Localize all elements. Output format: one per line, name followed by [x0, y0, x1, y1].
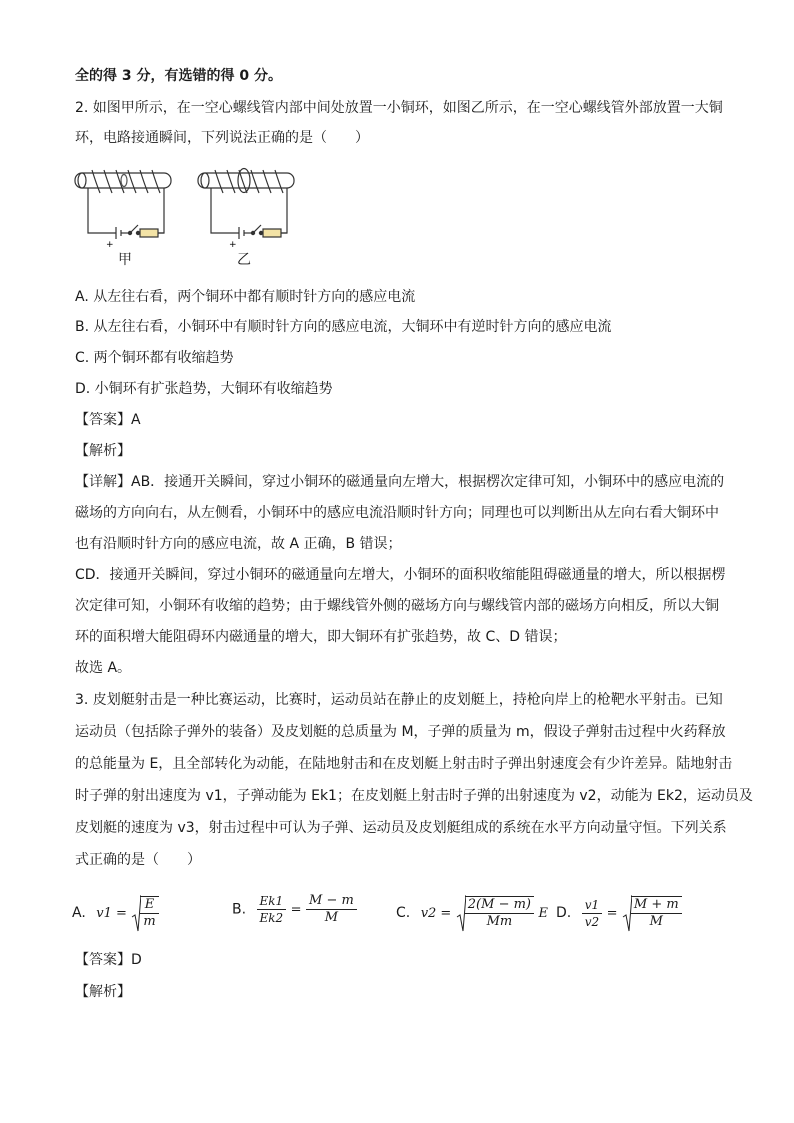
q3-option-b-left-numerator: Ek1 — [257, 893, 287, 910]
solenoid-circuit-figure — [72, 165, 312, 275]
detail-line-3: 也有沿顺时针方向的感应电流，故 A 正确，B 错误； — [75, 536, 402, 552]
q3-option-c-label: C. — [396, 905, 411, 921]
question-3-line-4: 时子弹的射出速度为 v1，子弹动能为 Ek1；在皮划艇上射击时子弹的出射速度为 v2，动能为 Ek2，运动员及 — [75, 788, 753, 804]
q3-option-a-label: A. — [72, 905, 86, 921]
detail-line-1: 【详解】AB．接通开关瞬间，穿过小铜环的磁通量向左增大，根据楞次定律可知，小铜环中的感应电流的 — [75, 474, 725, 490]
q3-option-c-numerator: 2(M − m) — [465, 897, 534, 914]
q3-option-b-left-denominator: Ek2 — [259, 911, 284, 925]
question-2-option-b: B. 从左往右看，小铜环中有顺时针方向的感应电流，大铜环中有逆时针方向的感应电流 — [75, 319, 612, 335]
q3-option-b-label: B. — [232, 901, 247, 918]
detail-line-4: CD．接通开关瞬间，穿过小铜环的磁通量向左增大，小铜环的面积收缩能阻碍磁通量的增大，所以根据楞 — [75, 567, 726, 583]
analysis-label-q3: 【解析】 — [75, 984, 131, 1000]
question-2-option-d: D. 小铜环有扩张趋势，大铜环有收缩趋势 — [75, 381, 333, 397]
q3-option-b-right-denominator: M — [324, 910, 339, 925]
analysis-label-q2: 【解析】 — [75, 443, 131, 459]
q3-option-a-numerator: E — [140, 897, 158, 914]
q3-option-b-right-numerator: M − m — [306, 893, 357, 910]
question-3-line-3: 的总能量为 E，且全部转化为动能，在陆地射击和在皮划艇上射击时子弹出射速度会有少许差异。陆地射击 — [75, 756, 733, 772]
q3-option-c-denominator: Mm — [486, 914, 513, 929]
answer-label-q2: 【答案】A — [75, 412, 141, 428]
detail-line-2: 磁场的方向向右，从左侧看，小铜环中的感应电流沿顺时针方向；同理也可以判断出从左向右看大铜环中 — [75, 505, 719, 521]
q3-option-a-denominator: m — [143, 914, 156, 929]
q3-option-d-label: D. — [556, 905, 572, 921]
q3-option-d-left-numerator: v1 — [582, 897, 602, 914]
question-3-line-2: 运动员（包括除子弹外的装备）及皮划艇的总质量为 M，子弹的质量为 m，假设子弹射击过程中火药释放 — [75, 724, 726, 740]
question-2-stem-line1: 2. 如图甲所示，在一空心螺线管内部中间处放置一小铜环，如图乙所示，在一空心螺线管外部放置一大铜 — [75, 100, 723, 116]
detail-line-5: 次定律可知，小铜环有收缩的趋势；由于螺线管外侧的磁场方向与螺线管内部的磁场方向相反，所以大铜 — [75, 598, 719, 614]
answer-label-q3: 【答案】D — [75, 952, 142, 968]
question-3-line-1: 3. 皮划艇射击是一种比赛运动，比赛时，运动员站在静止的皮划艇上，持枪向岸上的枪靶水平射击。已知 — [75, 692, 723, 708]
question-2-option-c: C. 两个铜环都有收缩趋势 — [75, 350, 234, 366]
q3-option-d-denominator: M — [649, 914, 663, 929]
detail-line-6: 环的面积增大能阻碍环内磁通量的增大，即大铜环有扩张趋势，故 C、D 错误； — [75, 629, 567, 645]
q3-option-c-tail: E — [538, 906, 548, 921]
question-3-line-5: 皮划艇的速度为 v3，射击过程中可认为子弹、运动员及皮划艇组成的系统在水平方向动量守恒。下列关系 — [75, 820, 727, 836]
question-3-line-6: 式正确的是（ ） — [75, 852, 201, 868]
q3-option-d: D. $\frac{v1}{v2}$ = $\frac{M + m}{M}$ — [556, 893, 682, 933]
battery-plus-left: + — [106, 240, 114, 250]
question-2-stem-line2: 环，电路接通瞬间，下列说法正确的是（ ） — [75, 130, 369, 146]
q3-option-a — [72, 893, 159, 933]
battery-plus-right: + — [229, 240, 237, 250]
q3-option-d-left-denominator: v2 — [584, 914, 600, 929]
q3-option-b: B. $\frac{Ek1}{Ek2}$ = $\frac{M - m}{M}$ — [232, 893, 357, 926]
figure-caption-jia: 甲 — [118, 252, 132, 268]
q3-option-c-lhs: v2 = — [420, 906, 452, 921]
q3-option-a-lhs: v1 = — [96, 906, 127, 921]
detail-line-7: 故选 A。 — [75, 660, 132, 676]
q3-option-d-numerator: M + m — [631, 897, 682, 914]
figure-caption-yi: 乙 — [237, 252, 251, 268]
section-instruction: 全的得 3 分，有选错的得 0 分。 — [75, 68, 282, 84]
question-2-option-a: A. 从左往右看，两个铜环中都有顺时针方向的感应电流 — [75, 289, 416, 305]
q3-option-c — [396, 893, 548, 933]
